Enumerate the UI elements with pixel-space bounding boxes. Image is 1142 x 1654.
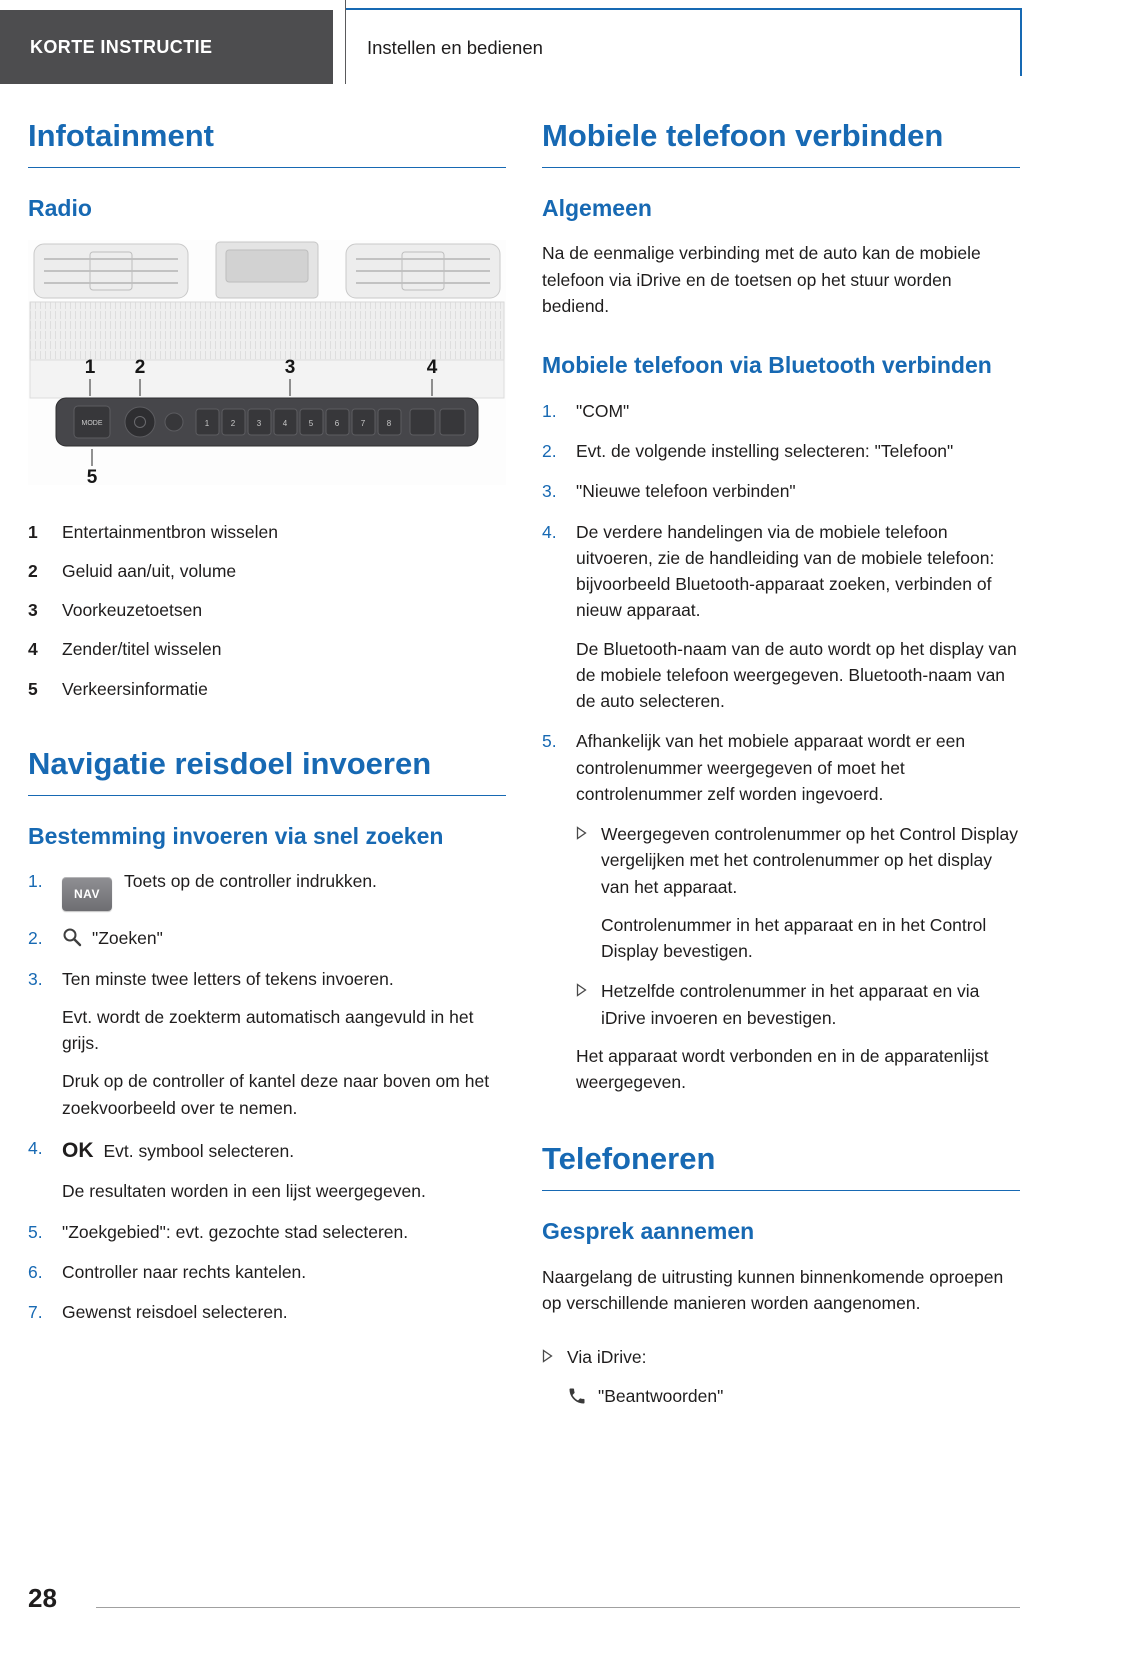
legend-number: 4 <box>28 639 38 660</box>
step <box>28 1299 506 1325</box>
radio-illustration <box>28 240 506 492</box>
step <box>28 966 506 1121</box>
step-number: 4. <box>28 1137 43 1158</box>
footer-rule <box>96 1607 1020 1608</box>
step-text: "Zoeken" <box>92 928 163 949</box>
via-idrive-body <box>567 1344 1020 1409</box>
step-text: Evt. de volgende instelling selecteren: "Telefoon" <box>576 441 954 462</box>
option-item <box>576 821 1020 964</box>
step-number: 5. <box>542 731 557 752</box>
radio-dashboard-drawing <box>28 240 506 485</box>
general-text: Na de eenmalige verbinding met de auto kan de mobiele telefoon via iDrive en de toetsen op het stuur worden bediend. <box>542 243 981 316</box>
legend-text: Verkeersinformatie <box>62 678 208 699</box>
nav-key-icon: NAV <box>62 877 112 911</box>
ok-key-icon: OK <box>62 1138 94 1162</box>
callout-4: 4 <box>426 357 438 379</box>
step-body <box>62 1219 506 1245</box>
option-item <box>576 978 1020 1031</box>
legend-item <box>28 597 506 623</box>
step-body <box>576 728 1020 1095</box>
preset-label: 6 <box>334 419 340 429</box>
step <box>28 1219 506 1245</box>
preset-label: 5 <box>308 419 314 429</box>
closing-text: Het apparaat wordt verbonden en in de apparatenlijst weergegeven. <box>576 1045 989 1093</box>
option-paragraph: Controlenummer in het apparaat en in het Control Display bevestigen. <box>601 914 987 962</box>
via-idrive-item <box>542 1344 1020 1409</box>
step <box>28 925 506 951</box>
preset-label: 4 <box>282 419 288 429</box>
preset-label: 2 <box>230 419 236 429</box>
radio-legend <box>28 519 506 702</box>
option-body <box>601 821 1020 964</box>
step-number: 1. <box>542 400 557 421</box>
answer-call-text: Naargelang de uitrusting kunnen binnenkomende oproepen op verschillende manieren worden aangenomen. <box>542 1266 1004 1314</box>
answer-call-title: Gesprek aannemen <box>542 1218 755 1245</box>
step-body <box>62 1135 506 1205</box>
callout-3: 3 <box>284 357 296 379</box>
legend-text: Zender/titel wisselen <box>62 639 222 660</box>
step-paragraph: De resultaten worden in een lijst weergegeven. <box>62 1181 426 1202</box>
callout-5: 5 <box>86 467 98 486</box>
step-body <box>62 1299 506 1325</box>
header-corner-rule <box>346 8 1022 76</box>
legend-text: Entertainmentbron wisselen <box>62 521 278 542</box>
step-number: 2. <box>28 928 43 949</box>
step-body <box>62 925 506 951</box>
answer-action-line <box>567 1383 1020 1409</box>
infotainment-title: Infotainment <box>28 118 506 168</box>
bluetooth-steps <box>542 398 1020 1096</box>
step-body <box>576 478 1020 504</box>
step <box>28 1135 506 1205</box>
preset-label: 7 <box>360 419 366 429</box>
step-number: 7. <box>28 1302 43 1323</box>
step-text: Controller naar rechts kantelen. <box>62 1261 307 1282</box>
legend-number: 2 <box>28 560 38 581</box>
legend-item <box>28 676 506 702</box>
general-title: Algemeen <box>542 194 652 221</box>
triangle-bullet-icon <box>542 1349 553 1363</box>
step-text: "Nieuwe telefoon verbinden" <box>576 481 796 502</box>
step-number: 3. <box>542 481 557 502</box>
quick-search-subtitle: Bestemming invoeren via snel zoeken <box>28 822 444 849</box>
step-text: "Zoekgebied": evt. gezochte stad selecteren. <box>62 1221 409 1242</box>
step-number: 2. <box>542 441 557 462</box>
triangle-bullet-icon <box>576 983 587 997</box>
radio-title: Radio <box>28 194 92 221</box>
content <box>28 118 1020 1409</box>
step-number: 6. <box>28 1261 43 1282</box>
quick-search-steps <box>28 868 506 1325</box>
option-text: Hetzelfde controlenummer in het apparaat en via iDrive invoeren en bevestigen. <box>601 981 980 1028</box>
callout-1: 1 <box>84 357 96 379</box>
bluetooth-title: Mobiele telefoon via Bluetooth verbinden <box>542 352 992 379</box>
step-body <box>62 868 506 911</box>
step <box>28 1259 506 1285</box>
legend-number: 5 <box>28 678 38 699</box>
mode-button-label: MODE <box>81 420 103 428</box>
step-number: 1. <box>28 871 43 892</box>
phone-connect-title: Mobiele telefoon verbinden <box>542 118 1020 168</box>
preset-label: 8 <box>386 419 392 429</box>
option-text: Weergegeven controlenummer op het Control Display vergelijken met het controlenummer op het display van het apparaat. <box>601 824 1018 897</box>
step-number: 5. <box>28 1221 43 1242</box>
answer-action-text: "Beantwoorden" <box>598 1385 724 1406</box>
step-text: Ten minste twee letters of tekens invoeren. <box>62 968 394 989</box>
step <box>28 868 506 911</box>
step <box>542 478 1020 504</box>
option-body <box>601 978 1020 1031</box>
step-text: De verdere handelingen via de mobiele telefoon uitvoeren, zie de handleiding van de mobiele telefoon: bijvoorbeeld Bluetooth-apparaat zoeken, verbinden of nieuw apparaat. <box>576 521 995 621</box>
preset-label: 1 <box>204 419 210 429</box>
phone-handset-icon <box>567 1386 587 1406</box>
search-icon <box>62 927 82 947</box>
step-text: Afhankelijk van het mobiele apparaat wordt er een controlenummer weergegeven of moet het controlenummer zelf worden ingevoerd. <box>576 731 966 804</box>
page-number: 28 <box>28 1583 57 1613</box>
step <box>542 519 1020 715</box>
navigation-title: Navigatie reisdoel invoeren <box>28 746 506 796</box>
step-text: Toets op de controller indrukken. <box>124 871 377 892</box>
legend-number: 1 <box>28 521 38 542</box>
legend-text: Geluid aan/uit, volume <box>62 560 237 581</box>
right-column <box>542 118 1020 1409</box>
step-body <box>576 398 1020 424</box>
callout-2: 2 <box>134 357 146 379</box>
step-text: "COM" <box>576 400 630 421</box>
step-text: Evt. symbool selecteren. <box>103 1140 295 1161</box>
step <box>542 728 1020 1095</box>
step <box>542 398 1020 424</box>
step-paragraph: Druk op de controller of kantel deze naar boven om het zoekvoorbeeld over te nemen. <box>62 1071 490 1118</box>
step-text: Gewenst reisdoel selecteren. <box>62 1302 288 1323</box>
step-body <box>576 519 1020 715</box>
step-number: 3. <box>28 968 43 989</box>
via-idrive-text: Via iDrive: <box>567 1347 647 1368</box>
step-paragraph: De Bluetooth-naam van de auto wordt op het display van de mobiele telefoon weergegeven. Bluetooth-naam van de auto selecteren. <box>576 638 1017 712</box>
left-column <box>28 118 506 1409</box>
step-body <box>576 438 1020 464</box>
triangle-bullet-icon <box>576 826 587 840</box>
legend-item <box>28 636 506 662</box>
step-body <box>62 966 506 1121</box>
header-section-title: Instellen en bedienen <box>367 37 543 58</box>
telephony-title: Telefoneren <box>542 1141 1020 1191</box>
legend-item <box>28 558 506 584</box>
step-paragraph: Evt. wordt de zoekterm automatisch aangevuld in het grijs. <box>62 1006 474 1054</box>
legend-text: Voorkeuzetoetsen <box>62 600 203 621</box>
legend-number: 3 <box>28 600 38 621</box>
step <box>542 438 1020 464</box>
step-number: 4. <box>542 521 557 542</box>
chapter-badge: KORTE INSTRUCTIE <box>0 10 333 84</box>
step-body <box>62 1259 506 1285</box>
legend-item <box>28 519 506 545</box>
preset-label: 3 <box>256 419 262 429</box>
